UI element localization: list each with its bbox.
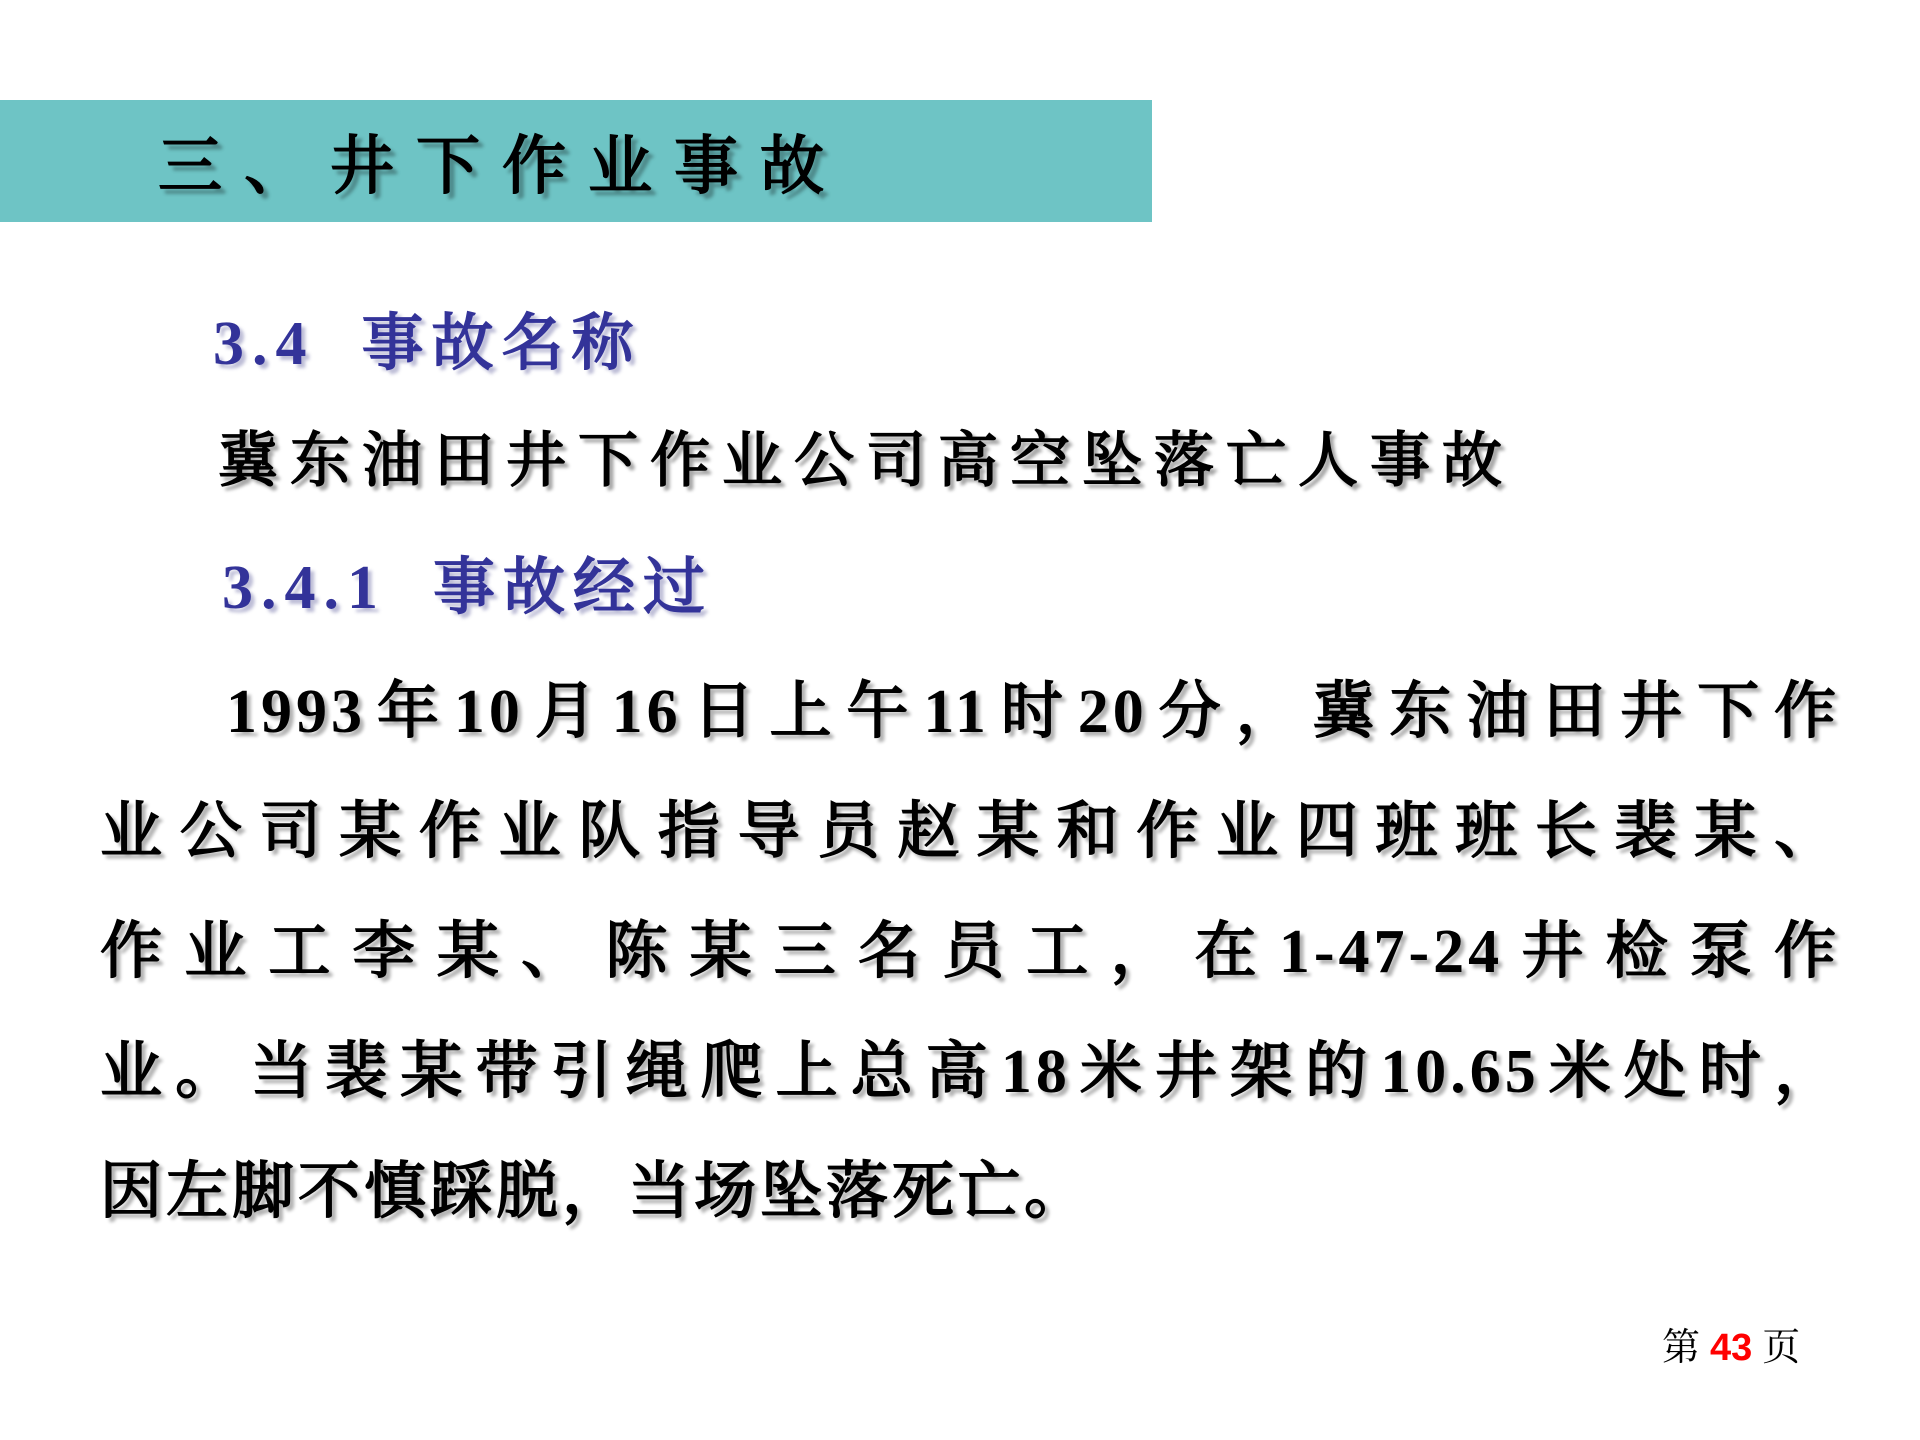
- page-footer-suffix: 页: [1762, 1327, 1801, 1369]
- page-number: 43: [1710, 1327, 1753, 1369]
- page-footer-prefix: 第: [1662, 1327, 1701, 1369]
- paragraph-line: 作业工李某、陈某三名员工，在1-47-24井检泵作: [100, 918, 1840, 986]
- subsection-heading: 3.4.1 事故经过: [222, 554, 714, 622]
- title-bar: [0, 100, 1152, 222]
- paragraph-line: 因左脚不慎踩脱，当场坠落死亡。: [100, 1158, 1091, 1226]
- paragraph-line: 业。当裴某带引绳爬上总高18米井架的10.65米处时，: [100, 1038, 1840, 1106]
- page-footer: [1662, 1316, 1800, 1371]
- accident-name-line: 冀东油田井下作业公司高空坠落亡人事故: [218, 428, 1508, 494]
- body-paragraph: [100, 652, 1840, 1252]
- section-heading: 3.4 事故名称: [213, 310, 642, 378]
- paragraph-line: 业公司某作业队指导员赵某和作业四班班长裴某、: [100, 798, 1840, 866]
- paragraph-line: 1993年10月16日上午11时20分，冀东油田井下作: [226, 678, 1840, 746]
- slide-title: 三、井下作业事故: [158, 131, 846, 202]
